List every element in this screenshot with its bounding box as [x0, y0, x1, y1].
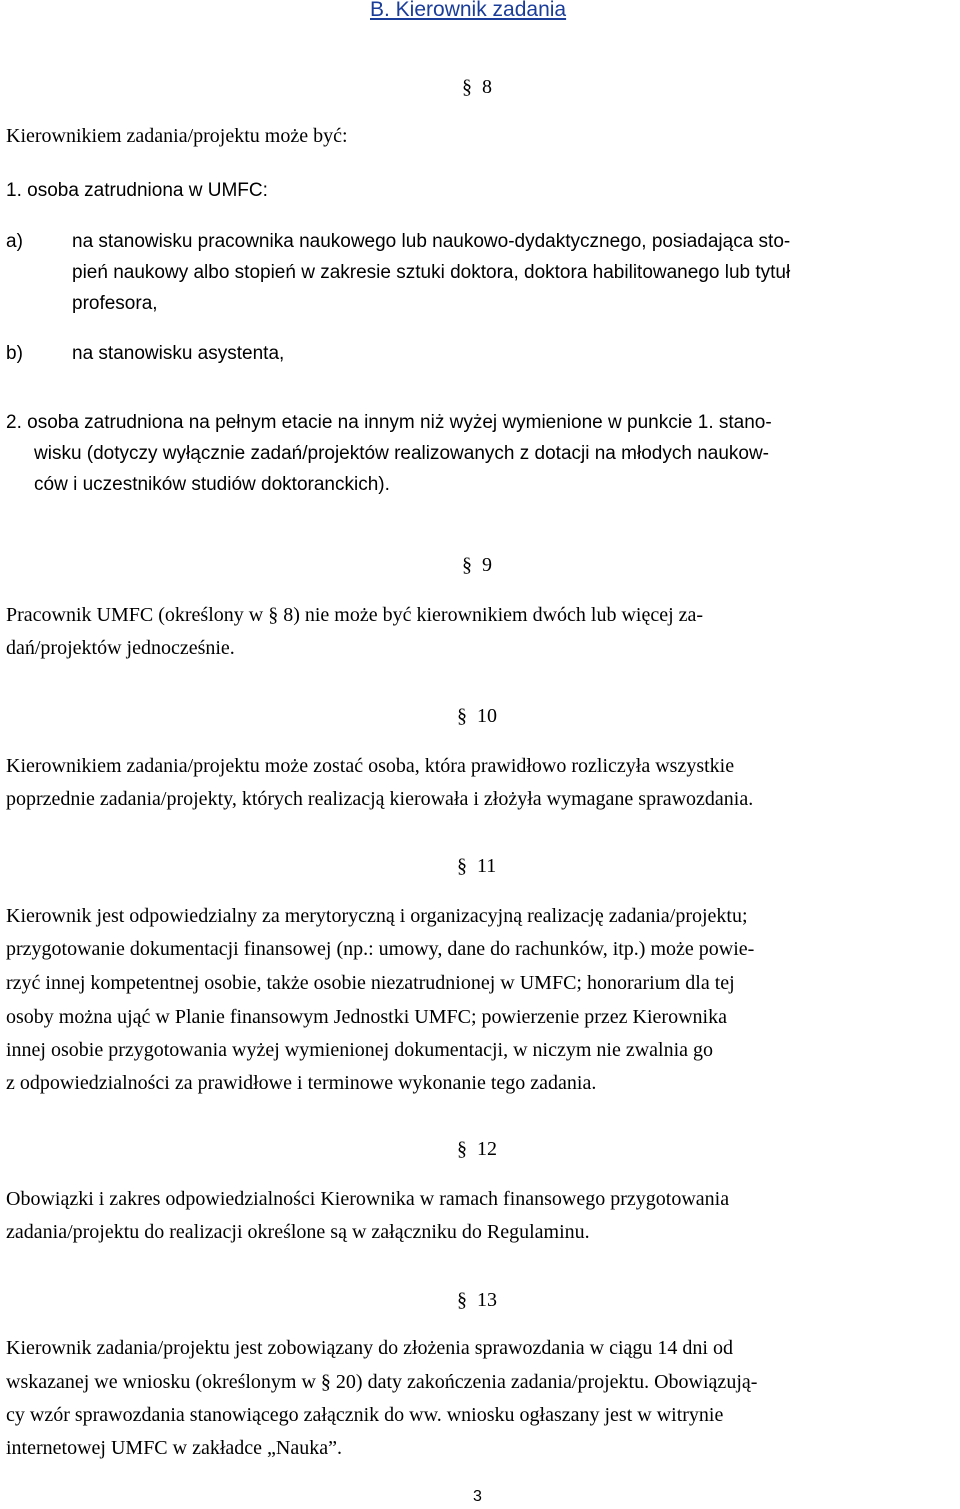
section-13-line-1: Kierownik zadania/projektu jest zobowiązany do złożenia sprawozdania w ciągu 14 dni od — [6, 1337, 733, 1359]
page-number: 3 — [473, 1488, 482, 1505]
section-11-line-6: z odpowiedzialności za prawidłowe i terminowe wykonanie tego zadania. — [6, 1072, 597, 1094]
section-number: 9 — [482, 554, 492, 576]
section-8-item-b-label: b) — [6, 343, 23, 364]
section-10-heading — [457, 705, 497, 728]
section-8-item-a-line-2: pień naukowy albo stopień w zakresie sztuki doktora, doktora habilitowanego lub tytuł — [72, 262, 791, 283]
section-number: 13 — [477, 1289, 497, 1311]
section-9-line-1: Pracownik UMFC (określony w § 8) nie może być kierownikiem dwóch lub więcej za- — [6, 604, 704, 626]
section-8-heading — [462, 76, 492, 99]
section-9-heading — [462, 554, 492, 577]
section-symbol: § — [462, 554, 472, 576]
section-11-line-2: przygotowanie dokumentacji finansowej (np.: umowy, dane do rachunków, itp.) może powie- — [6, 938, 755, 960]
section-13-heading — [457, 1289, 497, 1312]
section-11-line-5: innej osobie przygotowania wyżej wymienionej dokumentacji, w niczym nie zwalnia go — [6, 1039, 714, 1061]
section-symbol: § — [462, 76, 472, 98]
section-8-item-a-line-3: profesora, — [72, 293, 158, 314]
section-12-line-2: zadania/projektu do realizacji określone są w załączniku do Regulaminu. — [6, 1221, 590, 1243]
section-8-item-1: 1. osoba zatrudniona w UMFC: — [6, 180, 268, 201]
section-number: 11 — [477, 855, 497, 877]
section-13-line-3: cy wzór sprawozdania stanowiącego załącznik do ww. wniosku ogłaszany jest w witrynie — [6, 1404, 724, 1426]
section-10-line-2: poprzednie zadania/projekty, których realizacją kierowała i złożyła wymagane sprawozdania. — [6, 788, 754, 810]
section-12-heading — [457, 1138, 497, 1161]
section-8-item-a-label: a) — [6, 231, 23, 252]
section-symbol: § — [457, 1138, 467, 1160]
section-9-line-2: dań/projektów jednocześnie. — [6, 637, 235, 659]
section-number: 12 — [477, 1138, 497, 1160]
section-11-line-1: Kierownik jest odpowiedzialny za merytoryczną i organizacyjną realizację zadania/projektu; — [6, 905, 748, 927]
section-8-item-2-line-3: ców i uczestników studiów doktoranckich). — [34, 474, 390, 495]
section-13-line-2: wskazanej we wniosku (określonym w § 20) daty zakończenia zadania/projektu. Obowiązują- — [6, 1371, 758, 1393]
section-8-item-2-line-2: wisku (dotyczy wyłącznie zadań/projektów realizowanych z dotacji na młodych naukow- — [34, 443, 769, 464]
section-13-line-4: internetowej UMFC w zakładce „Nauka”. — [6, 1437, 342, 1459]
section-8-intro: Kierownikiem zadania/projektu może być: — [6, 125, 348, 147]
section-10-line-1: Kierownikiem zadania/projektu może zostać osoba, która prawidłowo rozliczyła wszystkie — [6, 755, 735, 777]
section-number: 8 — [482, 76, 492, 98]
section-8-item-a-line-1: na stanowisku pracownika naukowego lub naukowo-dydaktycznego, posiadająca sto- — [72, 231, 791, 252]
section-symbol: § — [457, 1289, 467, 1311]
section-symbol: § — [457, 855, 467, 877]
page-heading: B. Kierownik zadania — [370, 0, 567, 21]
section-symbol: § — [457, 705, 467, 727]
section-8-item-2-line-1: 2. osoba zatrudniona na pełnym etacie na innym niż wyżej wymienione w punkcie 1. stano- — [6, 412, 772, 433]
section-12-line-1: Obowiązki i zakres odpowiedzialności Kierownika w ramach finansowego przygotowania — [6, 1188, 730, 1210]
section-8-item-b-text: na stanowisku asystenta, — [72, 343, 285, 364]
section-11-heading — [457, 855, 496, 878]
section-11-line-3: rzyć innej kompetentnej osobie, także osobie niezatrudnionej w UMFC; honorarium dla tej — [6, 972, 735, 994]
section-11-line-4: osoby można ująć w Planie finansowym Jednostki UMFC; powierzenie przez Kierownika — [6, 1006, 727, 1028]
section-number: 10 — [477, 705, 497, 727]
